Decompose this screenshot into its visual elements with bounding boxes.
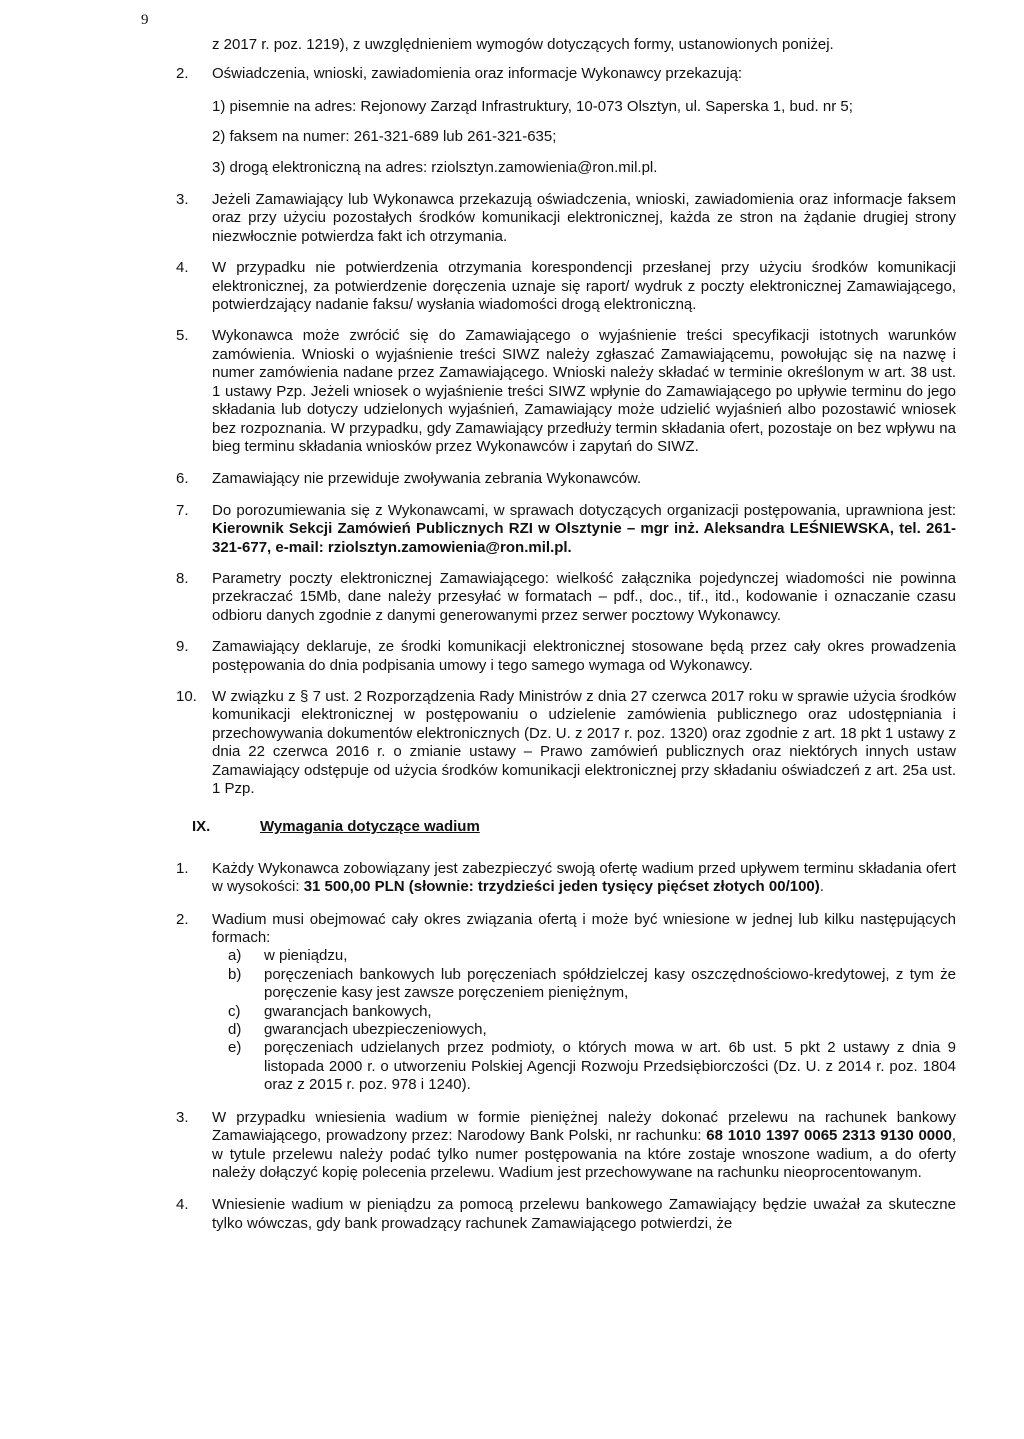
page-number: 9 [141, 12, 149, 28]
list-item-4 [176, 259, 956, 314]
item-text: Wykonawca może zwrócić się do Zamawiającego o wyjaśnienie treści specyfikacji istotnych warunków zamówienia. Wnioski o wyjaśnienie treści SIWZ należy zgłaszać Zamawiającemu, powołując się na nazwę i numer zamówienia nadane przez Zamawiającego. Wnioski należy składać w terminie określonym w art. 38 ust. 1 ustawy Pzp. Jeżeli wniosek o wyjaśnienie treści SIWZ wpłynie do Zamawiającego po upływie terminu do jego składania lub dotyczy udzielonych wyjaśnień, Zamawiający może udzielić wyjaśnień albo pozostawić wniosek bez rozpoznania. W przypadku, gdy Zamawiający przedłuży termin składania ofert, pozostaje on bez wpływu na bieg terminu składania wniosków przez Wykonawców i zapytań do SIWZ. [212, 327, 956, 455]
contact-person: Kierownik Sekcji Zamówień Publicznych RZI w Olsztynie – mgr inż. Aleksandra LEŚNIEWSKA, tel. 261-321-677, e-mail: rziolsztyn.zamowienia@ron.mil.pl. [212, 520, 956, 556]
item-text-plain: Każdy Wykonawca zobowiązany jest zabezpieczyć swoją ofertę wadium przed upływem terminu składania ofert w wysokości: [212, 859, 956, 896]
form-item-c [228, 1003, 956, 1021]
item-content [212, 911, 956, 1095]
item-text [212, 1109, 956, 1183]
item-text-plain: Do porozumiewania się z Wykonawcami, w sprawach dotyczących organizacji postępowania, uprawniona jest: [212, 501, 956, 519]
item-text: Zamawiający nie przewiduje zwoływania zebrania Wykonawców. [212, 470, 642, 488]
form-item-a [228, 947, 956, 965]
list-item-5 [176, 327, 956, 456]
form-letter: d) [228, 1021, 242, 1039]
item-number: 6. [176, 470, 189, 488]
item-number: 9. [176, 638, 189, 656]
item-text-plain: W przypadku wniesienia wadium w formie pieniężnej należy dokonać przelewu na rachunek bankowy Zamawiającego, prowadzony przez: Narodowy Bank Polski, nr rachunku: [212, 1108, 956, 1145]
intro-continuation: z 2017 r. poz. 1219), z uwzględnieniem wymogów dotyczących formy, ustanowionych poniżej. [212, 36, 834, 53]
form-text: poręczeniach bankowych lub poręczeniach spółdzielczej kasy oszczędnościowo-kredytowej, z tym że poręczenie kasy jest zawsze poręczeniem pieniężnym, [264, 965, 956, 1002]
list-item-10 [176, 688, 956, 798]
form-letter: a) [228, 947, 242, 965]
item-number: 10. [176, 687, 197, 705]
item-text: Wadium musi obejmować cały okres związania ofertą i może być wniesione w jednej lub kilku następujących formach: [212, 910, 956, 947]
ix-list-item-2 [176, 911, 956, 1095]
form-text: w pieniądzu, [264, 947, 348, 965]
item-text-plain: . [819, 878, 824, 896]
list-item-9 [176, 638, 956, 675]
form-letter: b) [228, 965, 242, 983]
form-item-b [228, 966, 956, 1003]
item-number: 3. [176, 191, 189, 209]
wadium-amount: 31 500,00 PLN (słownie: trzydzieści jeden tysięcy pięćset złotych 00/100) [303, 878, 820, 896]
sub-list [176, 98, 956, 177]
item-text: Oświadczenia, wnioski, zawiadomienia oraz informacje Wykonawcy przekazują: [212, 65, 743, 83]
form-text: gwarancjach bankowych, [264, 1002, 432, 1020]
item-number: 7. [176, 501, 189, 519]
sub-item-1: 1) pisemnie na adres: Rejonowy Zarząd Infrastruktury, 10-073 Olsztyn, ul. Saperska 1, bud. nr 5; [212, 97, 853, 115]
item-text: W związku z § 7 ust. 2 Rozporządzenia Rady Ministrów z dnia 27 czerwca 2017 roku w sprawie użycia środków komunikacji elektronicznej w postępowaniu o udzielenie zamówienia publicznego oraz udostępniania i przechowywania dokumentów elektronicznych (Dz. U. z 2017 r. poz. 1320) oraz zgodnie z art. 18 pkt 1 ustawy z dnia 22 czerwca 2016 r. o zmianie ustawy – Prawo zamówień publicznych oraz niektórych innych ustaw Zamawiający odstępuje od użycia środków komunikacji elektronicznej przy składaniu oświadczeń z art. 25a ust. 1 Pzp. [212, 687, 956, 797]
list-item-3 [176, 191, 956, 246]
ix-list-item-4 [176, 1196, 956, 1233]
section-number: IX. [192, 818, 211, 836]
form-text: poręczeniach udzielanych przez podmioty, o których mowa w art. 6b ust. 5 pkt 2 ustawy z dnia 9 listopada 2000 r. o utworzeniu Polskiej Agencji Rozwoju Przedsiębiorczości (Dz. U. z 2014 r. poz. 1804 oraz z 2015 r. poz. 978 i 1240). [264, 1039, 956, 1094]
sub-item-2: 2) faksem na numer: 261-321-689 lub 261-321-635; [212, 128, 557, 146]
form-item-d [228, 1021, 956, 1039]
list-item-2 [176, 65, 956, 83]
item-number: 3. [176, 1108, 189, 1126]
bank-account-number: 68 1010 1397 0065 2313 9130 0000 [706, 1127, 952, 1145]
item-text-plain: , w tytule przelewu należy podać tylko numer postępowania na które zostaje wnoszone wadium, a do oferty należy dołączyć kopię polecenia przelewu. Wadium jest przechowywane na rachunku nieoprocentowanym. [212, 1127, 956, 1181]
item-text: W przypadku nie potwierdzenia otrzymania korespondencji przesłanej przy użyciu środków komunikacji elektronicznej, za potwierdzenie doręczenia uznaje się raport/ wydruk z poczty elektronicznej Zamawiającego, potwierdzający nadanie faksu/ wysłania wiadomości drogą elektroniczną. [212, 259, 956, 314]
item-text: Wniesienie wadium w pieniądzu za pomocą przelewu bankowego Zamawiający będzie uważał za skuteczne tylko wówczas, gdy bank prowadzący rachunek Zamawiającego potwierdzi, że [212, 1196, 956, 1232]
item-number: 8. [176, 569, 189, 587]
form-item-e [228, 1039, 956, 1094]
form-letter: e) [228, 1039, 242, 1057]
form-letter: c) [228, 1002, 241, 1020]
item-number: 4. [176, 259, 189, 277]
list-item-7 [176, 502, 956, 557]
form-text: gwarancjach ubezpieczeniowych, [264, 1021, 487, 1039]
ix-list-item-3 [176, 1109, 956, 1183]
item-number: 4. [176, 1196, 189, 1214]
item-number: 2. [176, 65, 189, 83]
list-item-8 [176, 570, 956, 625]
ix-list-item-1 [176, 860, 956, 897]
item-text: Jeżeli Zamawiający lub Wykonawca przekazują oświadczenia, wnioski, zawiadomienia oraz informacje faksem oraz przy użyciu pozostałych środków komunikacji elektronicznej, każda ze stron na żądanie drugiej strony niezwłocznie potwierdza fakt ich otrzymania. [212, 191, 956, 245]
section-heading-ix [176, 818, 956, 836]
document-body [176, 36, 956, 1233]
sub-item-3: 3) drogą elektroniczną na adres: rziolsztyn.zamowienia@ron.mil.pl. [212, 158, 658, 176]
item-text: Zamawiający deklaruje, ze środki komunikacji elektronicznej stosowane będą przez cały okres prowadzenia postępowania do dnia podpisania umowy i tego samego wymaga od Wykonawcy. [212, 638, 956, 674]
item-number: 1. [176, 859, 189, 877]
item-text [212, 860, 956, 897]
item-number: 2. [176, 910, 189, 928]
item-text: Parametry poczty elektronicznej Zamawiającego: wielkość załącznika pojedynczej wiadomości nie powinna przekraczać 15Mb, dane należy przesyłać w formatach – pdf., doc., tif., itd., kodowanie i oznaczanie czasu odbioru danych zgodnie z danymi generowanymi przez serwer pocztowy Wykonawcy. [212, 569, 956, 624]
section-title: Wymagania dotyczące wadium [260, 818, 480, 836]
item-number: 5. [176, 327, 189, 345]
list-item-6 [176, 470, 956, 488]
item-text [212, 502, 956, 557]
